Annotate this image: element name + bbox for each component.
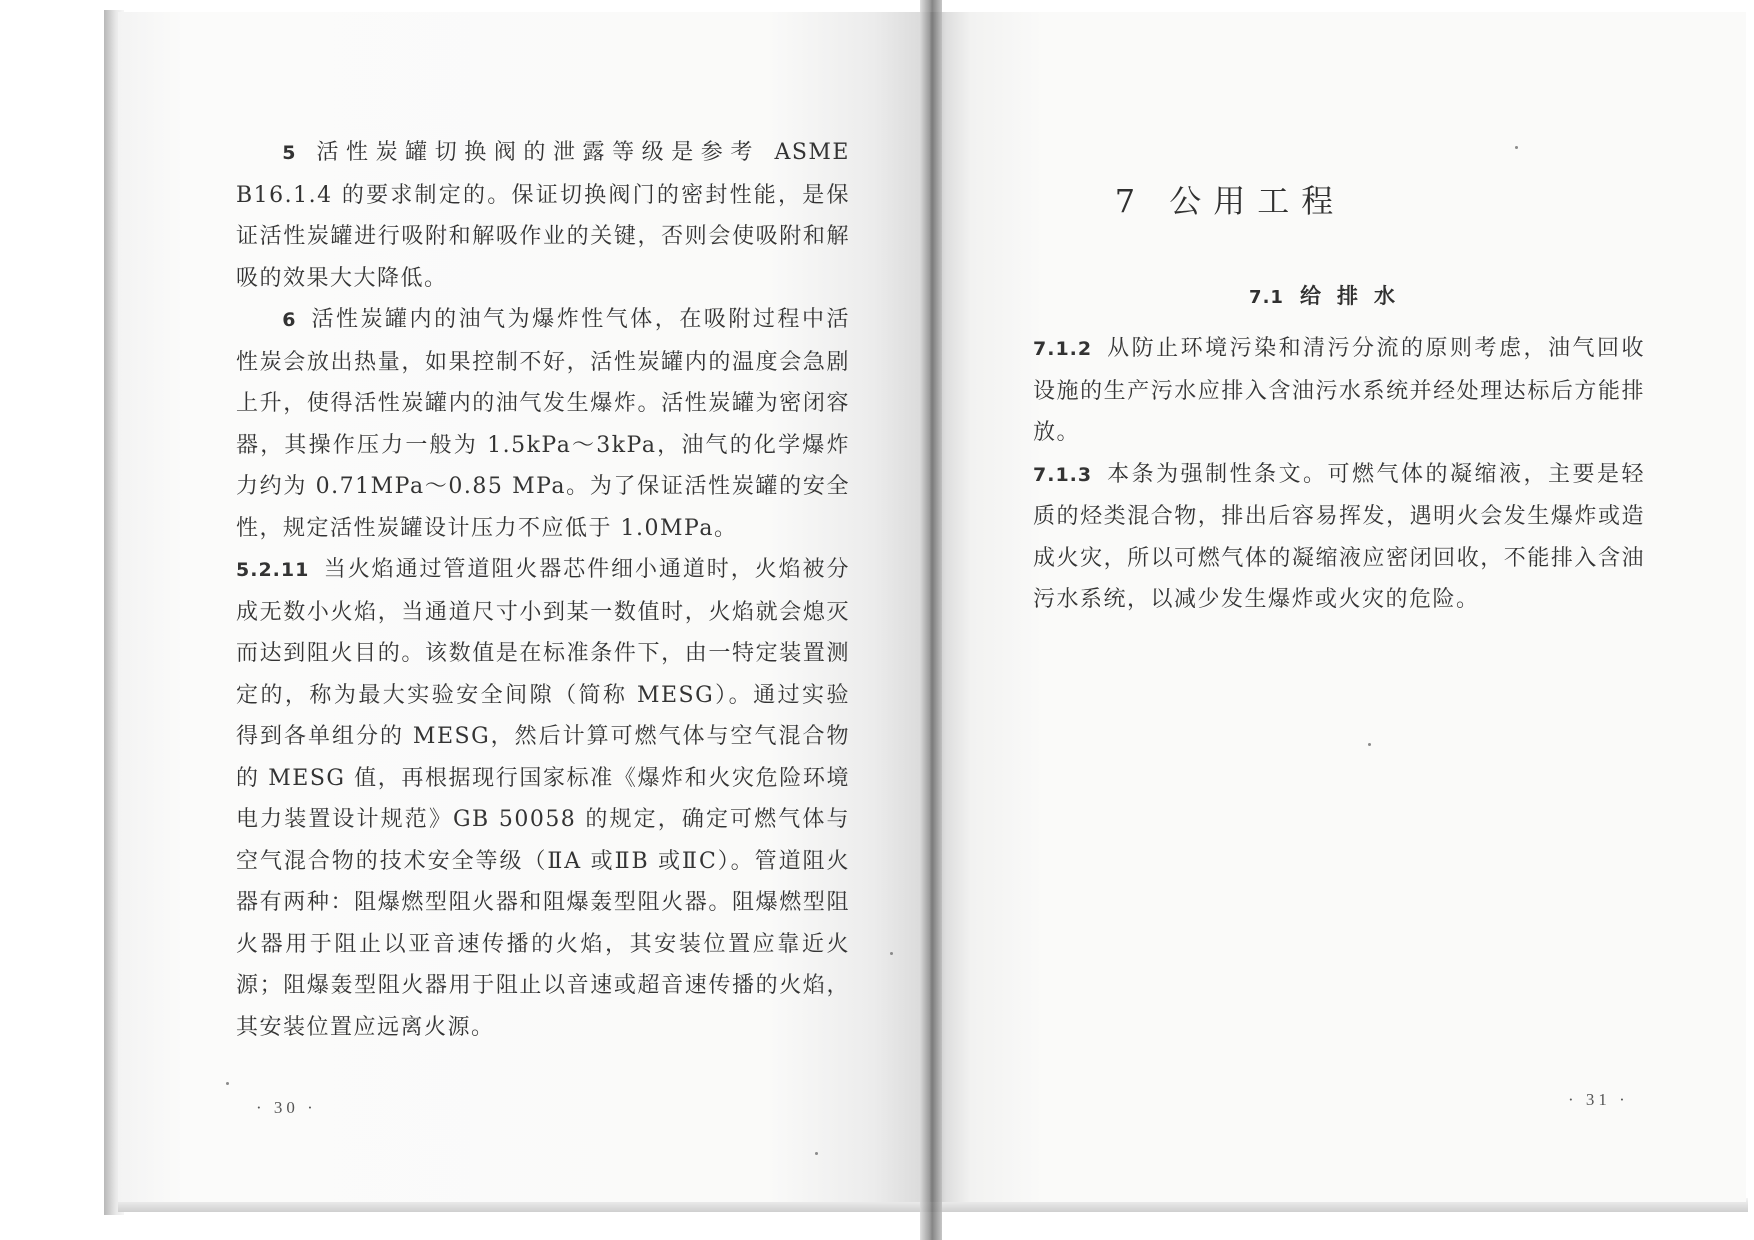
clause-number: 5: [282, 142, 297, 164]
scan-speck: [1368, 743, 1371, 746]
paragraph-text: 当火焰通过管道阻火器芯件细小通道时，火焰被分成无数小火焰，当通道尺寸小到某一数值时，火焰就会熄灭而达到阻火目的。该数值是在标准条件下，由一特定装置测定的，称为最大实验安全间隙（简称 MESG）。通过实验得到各单组分的 MESG，然后计算可燃气体与空气混合物的 MESG 值，再根据现行国家标准《爆炸和火灾危险环境电力装置设计规范》GB 50058 的规定，确定可燃气体与空气混合物的技术安全等级（ⅡA 或ⅡB 或ⅡC）。管道阻火器有两种：阻爆燃型阻火器和阻爆轰型阻火器。阻爆燃型阻火器用于阻止以亚音速传播的火焰，其安装位置应靠近火源；阻爆轰型阻火器用于阻止以音速或超音速传播的火焰，其安装位置应远离火源。: [236, 557, 850, 1040]
left-page-body: [236, 132, 850, 1048]
paragraph: [236, 132, 850, 299]
book-gutter: [920, 0, 942, 1240]
chapter-title: 7 公用工程: [1114, 182, 1346, 220]
page-number-left: · 30 ·: [256, 1098, 317, 1117]
clause-number: 7.1.2: [1033, 338, 1093, 360]
page-number-right: · 31 ·: [1568, 1090, 1629, 1109]
paragraph-text: 本条为强制性条文。可燃气体的凝缩液，主要是轻质的烃类混合物，排出后容易挥发，遇明火会发生爆炸或造成火灾，所以可燃气体的凝缩液应密闭回收，不能排入含油污水系统，以减少发生爆炸或火灾的危险。: [1033, 461, 1645, 612]
scan-speck: [226, 1082, 229, 1085]
paragraph: [1033, 328, 1645, 454]
section-heading: [1249, 280, 1411, 310]
clause-number: 6: [282, 309, 297, 331]
section-title: 给排水: [1299, 283, 1411, 308]
paragraph: [236, 299, 850, 549]
paragraph: [236, 549, 850, 1048]
paragraph-text: 活性炭罐切换阀的泄露等级是参考 ASME B16.1.4 的要求制定的。保证切换阀门的密封性能，是保证活性炭罐进行吸附和解吸作业的关键，否则会使吸附和解吸的效果大大降低。: [236, 140, 850, 291]
scan-speck: [815, 1152, 818, 1155]
scan-speck: [1515, 146, 1518, 149]
paragraph: [1033, 454, 1645, 621]
clause-number: 7.1.3: [1033, 463, 1093, 486]
scan-speck: [890, 952, 893, 955]
right-page-body: [1033, 328, 1645, 621]
clause-number: 5.2.11: [236, 559, 310, 581]
paragraph-text: 活性炭罐内的油气为爆炸性气体，在吸附过程中活性炭会放出热量，如果控制不好，活性炭罐内的温度会急剧上升，使得活性炭罐内的油气发生爆炸。活性炭罐为密闭容器，其操作压力一般为 1.5kPa～3kPa，油气的化学爆炸力约为 0.71MPa～0.85 MPa。为了保证活性炭罐的安全性，规定活性炭罐设计压力不应低于 1.0MPa。: [236, 307, 850, 541]
paragraph-text: 从防止环境污染和清污分流的原则考虑，油气回收设施的生产污水应排入含油污水系统并经处理达标后方能排放。: [1033, 336, 1645, 445]
section-number: 7.1: [1249, 287, 1284, 308]
